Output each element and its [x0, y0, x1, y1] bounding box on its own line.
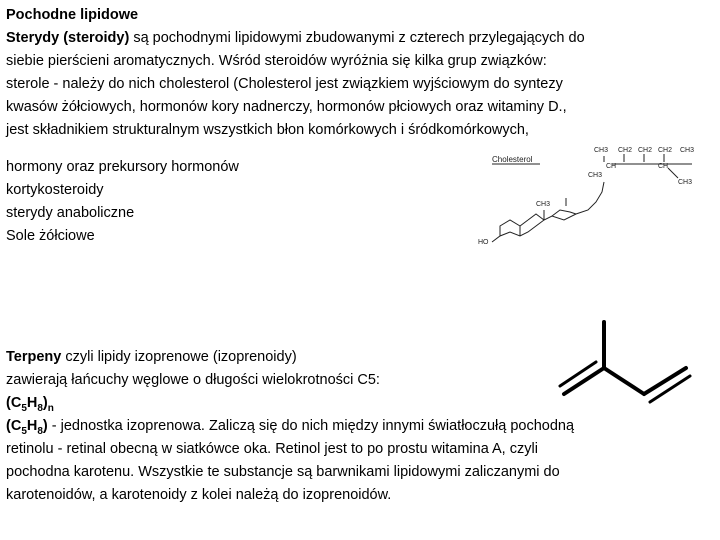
- isoprene-unit-formula: $(C_5H_8)$: [6, 418, 48, 437]
- isoprene-polymer-formula: $(C_5H_8)_n$: [6, 395, 54, 414]
- terpenes-section: [6, 346, 706, 507]
- section-title: Pochodne lipidowe: [6, 7, 139, 23]
- terpenes-text-line: karotenoidów, a karotenoidy z kolei należą do izoprenoidów.: [6, 487, 392, 503]
- steroids-section: [6, 4, 706, 142]
- formula-label: CH3: [594, 147, 609, 154]
- steroids-term: Sterydy (steroidy): [6, 30, 130, 46]
- terpenes-term: Terpeny: [6, 349, 62, 365]
- isoprene-unit-line: [6, 415, 706, 438]
- formula-label: CH3: [678, 179, 693, 186]
- steroids-text-line: kwasów żółciowych, hormonów kory nadnerczy, hormonów płciowych oraz witaminy D.,: [6, 99, 567, 115]
- formula-label: CH2: [618, 147, 633, 154]
- steroids-text-line: jest składnikiem strukturalnym wszystkich błon komórkowych i śródkomórkowych,: [6, 122, 529, 138]
- formula-label: CH2: [638, 147, 653, 154]
- list-item: sterydy anaboliczne: [6, 205, 135, 221]
- steroids-intro-line: [6, 27, 706, 50]
- list-item: kortykosteroidy: [6, 182, 104, 198]
- steroids-text-line: sterole - należy do nich cholesterol (Cholesterol jest związkiem wyjściowym do syntezy: [6, 76, 563, 92]
- formula-label: CH: [658, 163, 669, 170]
- formula-label: CH3: [680, 147, 695, 154]
- isoprene-unit-text: - jednostka izoprenowa. Zaliczą się do nich między innymi światłoczułą pochodną: [47, 418, 575, 434]
- terpenes-heading-line: [6, 346, 706, 369]
- steroids-text-line: siebie pierścieni aromatycznych. Wśród steroidów wyróżnia się kilka grup związków:: [6, 53, 547, 69]
- formula-label: CH3: [588, 172, 603, 179]
- terpenes-text-line: zawierają łańcuchy węglowe o długości wielokrotności C5:: [6, 372, 380, 388]
- cholesterol-caption: Cholesterol: [492, 155, 533, 164]
- formula-label: CH: [606, 163, 617, 170]
- cholesterol-structure-diagram: [478, 140, 708, 260]
- formula-label: CH3: [536, 201, 551, 208]
- formula-label: CH2: [658, 147, 673, 154]
- list-item: Sole żółciowe: [6, 228, 95, 244]
- formula-label: HO: [478, 239, 489, 246]
- isoprenoids-term: (izoprenoidy): [212, 349, 297, 365]
- terpenes-heading-text: czyli lipidy izoprenowe: [61, 349, 213, 365]
- steroid-groups-list: [6, 156, 239, 248]
- list-item: hormony oraz prekursory hormonów: [6, 159, 239, 175]
- terpenes-text-line: pochodna karotenu. Wszystkie te substancje są barwnikami lipidowymi zaliczanymi do: [6, 464, 560, 480]
- terpenes-text-line: retinolu - retinal obecną w siatkówce oka. Retinol jest to po prostu witamina A, czyli: [6, 441, 538, 457]
- steroids-intro-text: są pochodnymi lipidowymi zbudowanymi z czterech przylegających do: [129, 30, 585, 46]
